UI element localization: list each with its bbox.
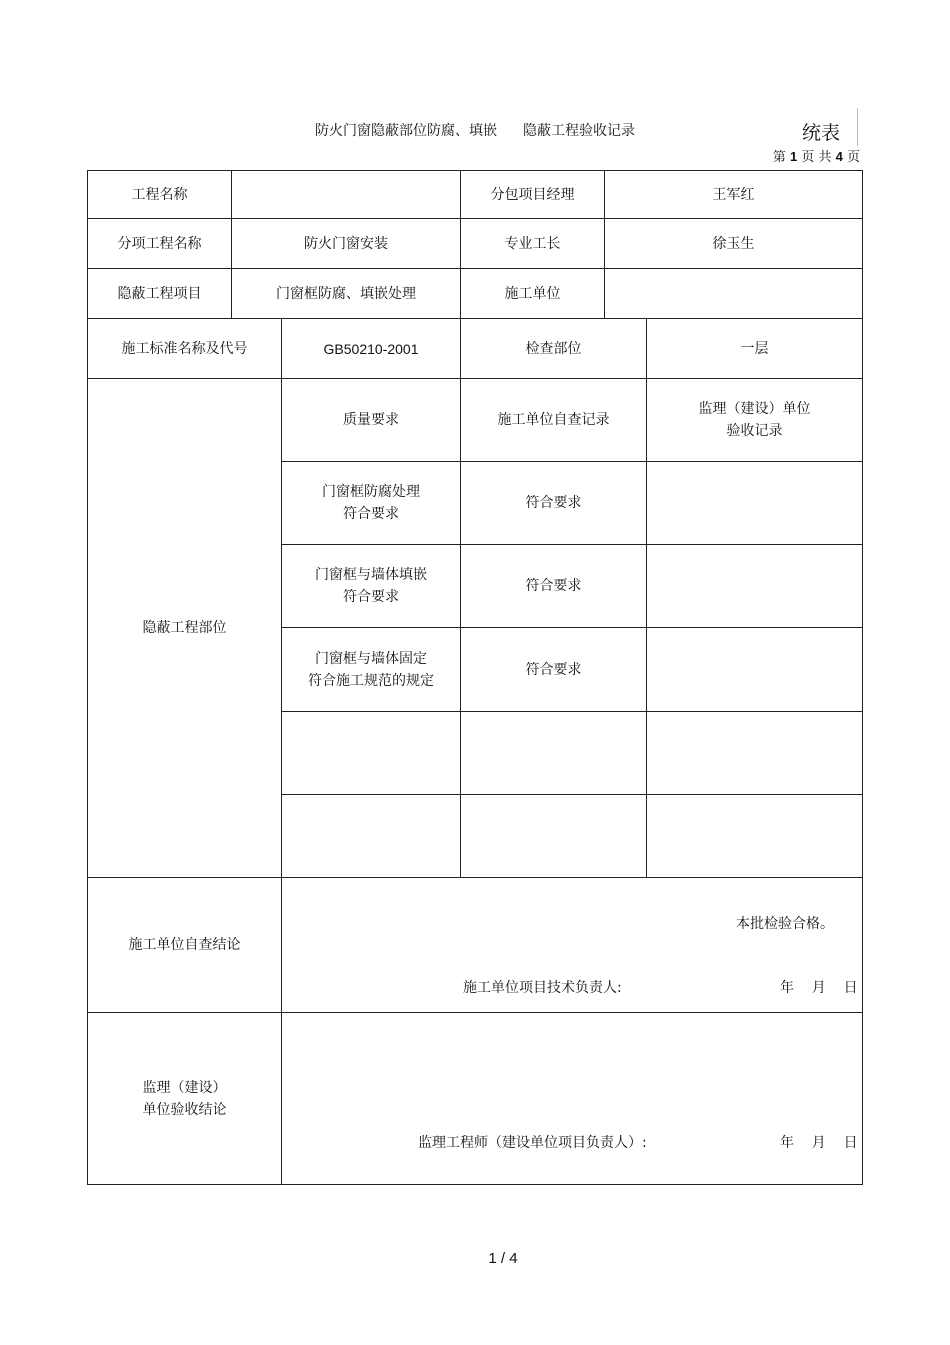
self-conclusion-date[interactable]: 年 月 日 <box>780 980 858 996</box>
table-row-requirement[interactable] <box>282 795 460 877</box>
supervision-label-line1: 监理（建设） <box>142 1079 227 1096</box>
table-row-self-check[interactable]: 符合要求 <box>525 578 582 594</box>
table-row-supervision[interactable] <box>647 462 862 544</box>
foreman-label: 专业工长 <box>504 235 561 252</box>
table-row-requirement <box>282 545 460 627</box>
hidden-section-label: 隐蔽工程部位 <box>142 620 227 636</box>
project-name-label: 工程名称 <box>131 186 188 203</box>
title-part2: 隐蔽工程验收记录 <box>523 123 635 139</box>
table-row-self-check[interactable]: 符合要求 <box>525 661 582 678</box>
table-row-supervision[interactable] <box>647 545 862 627</box>
supervision-date[interactable]: 年 月 日 <box>780 1135 858 1151</box>
col-self-check-header: 施工单位自查记录 <box>497 412 610 428</box>
sub-project-label: 分项工程名称 <box>117 235 202 252</box>
project-name-value[interactable] <box>232 171 460 218</box>
inspect-part-value[interactable]: 一层 <box>740 340 769 357</box>
sub-project-value[interactable]: 防火门窗安装 <box>304 235 388 252</box>
hidden-item-label: 隐蔽工程项目 <box>117 285 202 302</box>
self-conclusion-label: 施工单位自查结论 <box>128 937 241 953</box>
page-mid: 页 共 <box>801 150 832 165</box>
self-conclusion-signer: 施工单位项目技术负责人: <box>463 980 622 996</box>
page-number: 1 <box>789 149 798 164</box>
title-part1: 防火门窗隐蔽部位防腐、填嵌 <box>315 123 497 139</box>
page-prefix: 第 <box>772 150 786 165</box>
requirement-line1: 门窗框与墙体填嵌 <box>315 567 427 583</box>
self-conclusion-result[interactable]: 本批检验合格。 <box>736 916 834 932</box>
construction-unit-label: 施工单位 <box>504 285 561 302</box>
construction-unit-value[interactable] <box>605 269 862 318</box>
table-row-supervision[interactable] <box>647 795 862 877</box>
requirement-line1: 门窗框与墙体固定 <box>315 650 427 667</box>
col-supervision-line2: 验收记录 <box>726 423 783 439</box>
foreman-value[interactable]: 徐玉生 <box>712 235 755 252</box>
col-supervision-header <box>647 379 862 461</box>
sub-manager-value[interactable]: 王军红 <box>712 186 755 203</box>
col-supervision-line1: 监理（建设）单位 <box>698 401 811 417</box>
page-indicator: 1 / 4 <box>488 1250 518 1267</box>
table-row-self-check[interactable] <box>461 712 646 794</box>
supervision-signer: 监理工程师（建设单位项目负责人）: <box>418 1135 647 1151</box>
supervision-conclusion-label <box>88 1013 281 1184</box>
standard-label: 施工标准名称及代号 <box>121 340 248 357</box>
table-row-requirement[interactable] <box>282 712 460 794</box>
inspect-part-label: 检查部位 <box>525 340 582 357</box>
form-badge: 统表 <box>792 108 858 146</box>
page-total: 4 <box>835 149 843 164</box>
table-row-requirement <box>282 462 460 544</box>
page-suffix: 页 <box>846 150 860 165</box>
table-row-self-check[interactable]: 符合要求 <box>525 495 582 511</box>
sub-manager-label: 分包项目经理 <box>490 186 575 203</box>
page-info <box>773 146 860 165</box>
requirement-line2: 符合要求 <box>343 589 399 605</box>
standard-value[interactable]: GB50210-2001 <box>323 340 419 357</box>
col-quality-header: 质量要求 <box>343 412 399 428</box>
table-row-self-check[interactable] <box>461 795 646 877</box>
requirement-line1: 门窗框防腐处理 <box>322 484 420 500</box>
table-row-supervision[interactable] <box>647 628 862 711</box>
hidden-item-value[interactable]: 门窗框防腐、填嵌处理 <box>276 285 416 302</box>
supervision-label-line2: 单位验收结论 <box>142 1101 227 1118</box>
requirement-line2: 符合要求 <box>343 506 399 522</box>
table-row-supervision[interactable] <box>647 712 862 794</box>
table-row-requirement <box>282 628 460 711</box>
requirement-line2: 符合施工规范的规定 <box>308 672 434 689</box>
